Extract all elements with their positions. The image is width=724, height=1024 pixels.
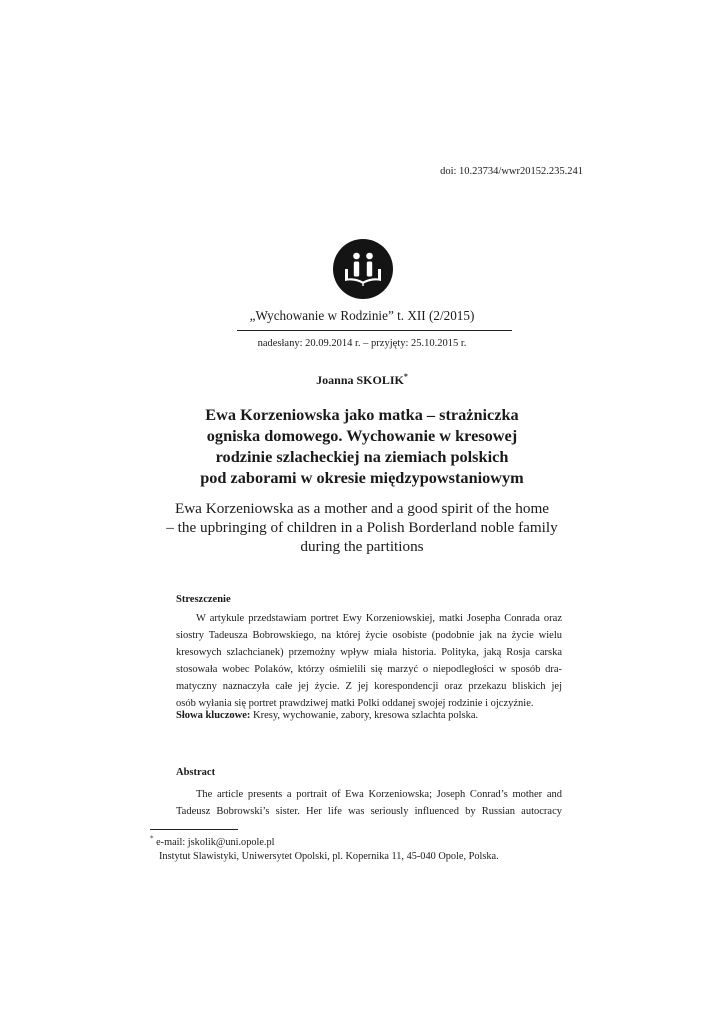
- book-reading-icon: [333, 239, 393, 299]
- journal-divider: [237, 330, 512, 331]
- streszczenie-line: matyczny naznaczyła całe jej życie. Z jej korespondencji oraz przekazu bliskich jej: [176, 681, 562, 692]
- footnote-mark: *: [150, 834, 154, 843]
- footnote-divider: [150, 829, 238, 830]
- streszczenie-heading: Streszczenie: [176, 594, 231, 605]
- title-english-line: Ewa Korzeniowska as a mother and a good spirit of the home: [174, 500, 550, 517]
- title-polish: [150, 404, 574, 488]
- footnote-affiliation: Instytut Slawistyki, Uniwersytet Opolski, pl. Kopernika 11, 45-040 Opole, Polska.: [159, 851, 499, 862]
- streszczenie-line: osób wyłania się portret prawdziwej matki Polki oddanej swojej rodzinie i ojczyźnie.: [176, 698, 534, 709]
- title-english-line: – the upbringing of children in a Polish Borderland noble family: [166, 519, 558, 536]
- keywords-text: Kresy, wychowanie, zabory, kresowa szlachta polska.: [250, 710, 479, 721]
- author-name-text: Joanna SKOLIK: [316, 373, 404, 387]
- title-english-line: during the partitions: [300, 538, 424, 555]
- submission-dates: nadesłany: 20.09.2014 r. – przyjęty: 25.10.2015 r.: [257, 338, 467, 349]
- title-polish-line: rodzinie szlacheckiej na ziemiach polskich: [215, 447, 509, 466]
- keywords: [176, 710, 562, 721]
- author-footnote-mark: *: [403, 372, 408, 381]
- title-polish-line: ogniska domowego. Wychowanie w kresowej: [206, 426, 518, 445]
- streszczenie-body: [176, 610, 562, 712]
- keywords-label: Słowa kluczowe:: [176, 710, 251, 721]
- doi-text: doi: 10.23734/wwr20152.235.241: [440, 166, 583, 177]
- journal-name: „Wychowanie w Rodzinie” t. XII (2/2015): [249, 308, 475, 323]
- footnote-email: [150, 836, 570, 849]
- streszczenie-line: kresowych szlachcianek) przemożny wpływ miała historia. Polityka, jaką Rosja carska: [176, 647, 562, 658]
- author-name: [0, 373, 724, 388]
- abstract-body: [176, 786, 562, 820]
- abstract-heading: Abstract: [176, 767, 216, 778]
- title-polish-line: pod zaborami w okresie międzypowstaniowym: [200, 468, 524, 487]
- streszczenie-line: siostry Tadeusza Bobrowskiego, na której życie osobiste (podobnie jak na życie wielu: [176, 630, 562, 641]
- footnote-email-text: e-mail: jskolik@uni.opole.pl: [153, 837, 275, 848]
- streszczenie-line: W artykule przedstawiam portret Ewy Korzeniowskiej, matki Josepha Conrada oraz: [196, 613, 562, 624]
- title-polish-line: Ewa Korzeniowska jako matka – strażniczka: [205, 405, 519, 424]
- streszczenie-line: stosowała wobec Polaków, którzy ośmielili się marzyć o niepodległości w sposób dra-: [176, 664, 562, 675]
- abstract-line: Tadeusz Bobrowski’s sister. Her life was seriously influenced by Russian autocracy: [176, 806, 562, 817]
- abstract-line: The article presents a portrait of Ewa Korzeniowska; Joseph Conrad’s mother and: [196, 789, 562, 800]
- title-english: [150, 499, 574, 556]
